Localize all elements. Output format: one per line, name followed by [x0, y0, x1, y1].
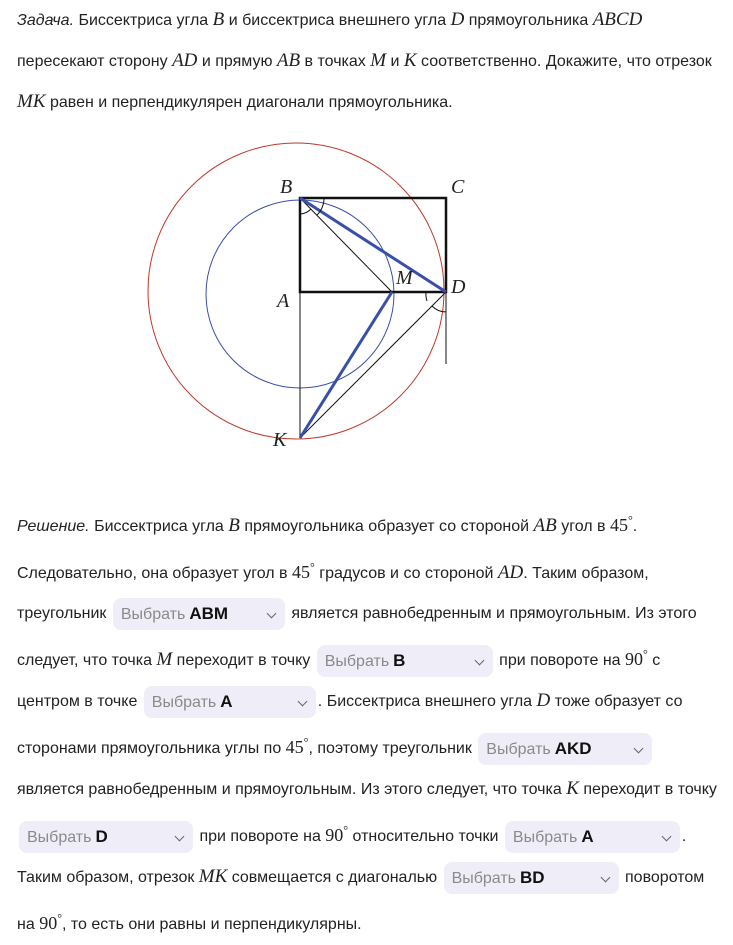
math: M — [370, 50, 387, 71]
solution-text: является равнобедренным и прямоугольным. Из этого следует, что точка — [17, 605, 697, 669]
geometry-figure — [140, 136, 466, 466]
task-text: в точках — [300, 53, 371, 70]
math: MK — [17, 91, 46, 112]
task-text: равен и перпендикулярен диагонали прямоугольника. — [45, 94, 453, 111]
task-text: пересекают сторону — [17, 53, 173, 70]
select-value: ABM — [189, 603, 229, 623]
chevron-down-icon — [266, 608, 276, 618]
select-placeholder: Выбрать — [486, 740, 551, 758]
solution-text: переходит в точку — [578, 781, 717, 798]
select-rotation-center-a[interactable] — [505, 821, 680, 853]
solution-lead: Решение. — [17, 518, 90, 535]
select-value: A — [581, 826, 594, 846]
solution-text: является равнобедренным и прямоугольным. Из этого следует, что точка — [17, 781, 567, 798]
solution-text: относительно точки — [348, 828, 503, 845]
task-text: прямоугольника — [464, 12, 593, 29]
math: AB — [276, 50, 301, 71]
angle-arc-d2 — [426, 292, 427, 301]
math: K — [403, 50, 417, 71]
select-value: BD — [520, 867, 545, 887]
select-triangle-akd[interactable] — [478, 733, 652, 765]
solution-text: совмещается с диагональю — [227, 869, 442, 886]
solution-text: Биссектриса угла — [89, 518, 229, 535]
chevron-down-icon — [634, 743, 644, 753]
solution-text: при повороте на — [494, 652, 625, 669]
math: MK — [198, 866, 228, 887]
select-value: A — [220, 691, 233, 711]
number: 45° — [285, 735, 309, 757]
task-paragraph — [17, 0, 722, 123]
solution-text: переходит в точку — [172, 652, 315, 669]
select-point-d[interactable] — [19, 821, 193, 853]
task-text: и прямую — [197, 53, 277, 70]
math: B — [228, 515, 240, 536]
solution-text: . Таким образом, отрезок — [17, 828, 687, 886]
number: 90° — [39, 911, 62, 933]
label-d: D — [451, 276, 466, 298]
chevron-down-icon — [175, 831, 185, 841]
select-value: D — [95, 826, 108, 846]
select-placeholder: Выбрать — [324, 652, 390, 670]
number: 45° — [291, 560, 315, 582]
select-triangle-abm[interactable] — [113, 598, 285, 630]
number: 45° — [609, 513, 633, 535]
chevron-down-icon — [600, 872, 610, 882]
math: AD — [497, 562, 524, 583]
math: D — [450, 9, 465, 30]
task-lead: Задача. — [17, 12, 75, 29]
math: M — [156, 649, 173, 670]
label-k: K — [273, 429, 287, 451]
chevron-down-icon — [474, 655, 484, 665]
solution-text: с центром в точке — [17, 652, 661, 710]
select-value: B — [393, 650, 406, 670]
select-value: AKD — [554, 738, 592, 758]
solution-paragraph — [17, 500, 722, 945]
label-b: B — [280, 176, 293, 198]
math: B — [212, 9, 225, 30]
task-text: Биссектриса угла — [74, 12, 213, 29]
solution-text: при повороте на — [195, 828, 326, 845]
angle-arc-d1 — [432, 306, 446, 312]
select-diagonal-bd[interactable] — [444, 862, 619, 894]
math: AD — [172, 50, 198, 71]
number: 90° — [625, 647, 648, 669]
solution-text: . Следовательно, она образует угол в — [17, 518, 638, 582]
number: 90° — [325, 823, 349, 845]
task-text: и биссектриса внешнего угла — [224, 12, 451, 29]
segment-mk — [300, 292, 392, 438]
solution-text: поворотом на — [17, 869, 705, 933]
select-placeholder: Выбрать — [512, 828, 578, 846]
solution-text: , то есть они равны и перпендикулярны. — [62, 916, 362, 933]
solution-text: прямоугольника образует со стороной — [239, 518, 534, 535]
solution-text: угол в — [556, 518, 610, 535]
chevron-down-icon — [297, 696, 307, 706]
select-placeholder: Выбрать — [451, 869, 517, 887]
select-point-b[interactable] — [317, 645, 493, 677]
diagonal-bd — [300, 198, 446, 292]
math: K — [566, 778, 579, 799]
math: ABCD — [592, 9, 643, 30]
task-text: и — [386, 53, 404, 70]
select-placeholder: Выбрать — [27, 828, 92, 846]
solution-text: . Биссектриса внешнего угла — [317, 693, 537, 710]
select-placeholder: Выбрать — [120, 605, 186, 623]
solution-text: . Таким образом, треугольник — [17, 565, 649, 622]
solution-text: , поэтому треугольник — [308, 740, 477, 757]
math: AB — [533, 515, 557, 536]
label-c: C — [451, 176, 465, 198]
select-center-a[interactable] — [144, 686, 316, 718]
task-text: соответственно. Докажите, что отрезок — [416, 53, 712, 70]
solution-text: градусов и со стороной — [314, 565, 498, 582]
solution-text: тоже образует со сторонами прямоугольника углы по — [17, 693, 683, 757]
label-m: M — [396, 267, 413, 289]
select-placeholder: Выбрать — [151, 693, 217, 711]
angle-arc-b1 — [300, 209, 311, 214]
label-a: A — [277, 290, 290, 312]
chevron-down-icon — [661, 831, 671, 841]
math: D — [536, 690, 551, 711]
